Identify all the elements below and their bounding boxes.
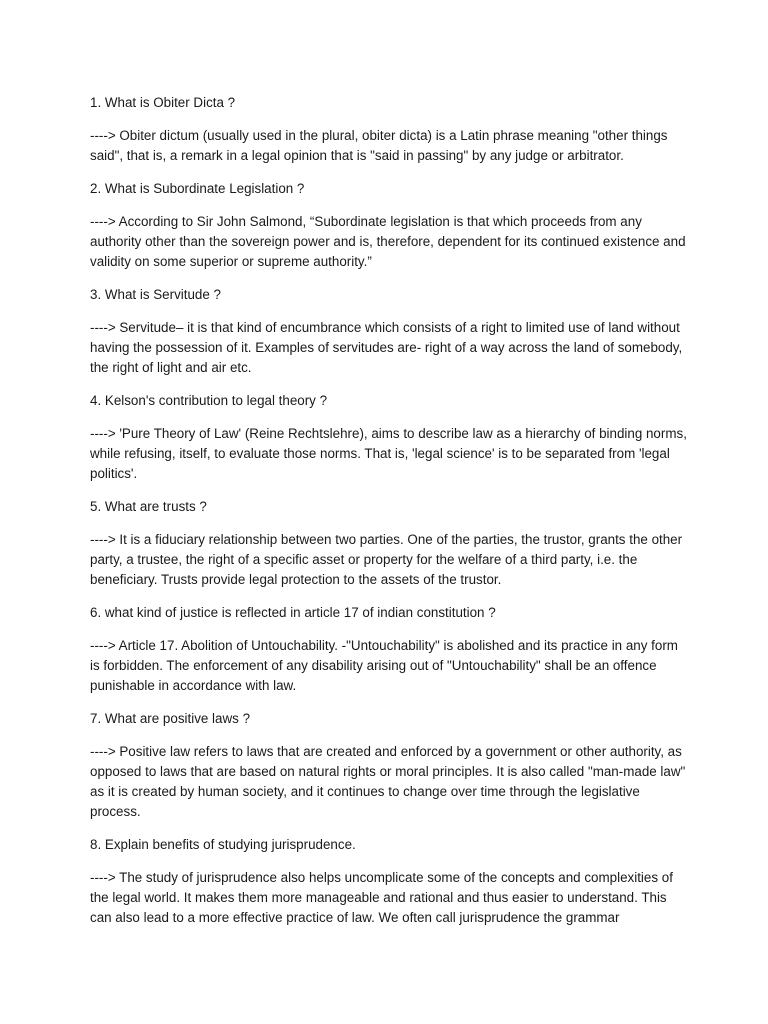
answer-3: ----> Servitude– it is that kind of encumbrance which consists of a right to limited use of land without having the possession of it. Examples of servitudes are- right of a way across the land of somebody, the right of light and air etc. bbox=[90, 320, 683, 375]
question-7: 7. What are positive laws ? bbox=[90, 711, 251, 726]
qa-item-7 bbox=[90, 709, 690, 822]
qa-item-3 bbox=[90, 285, 690, 378]
question-8: 8. Explain benefits of studying jurisprudence. bbox=[90, 837, 356, 852]
answer-5: ----> It is a fiduciary relationship between two parties. One of the parties, the trustor, grants the other party, a trustee, the right of a specific asset or property for the welfare of a third party, i.e. the beneficiary. Trusts provide legal protection to the assets of the trustor. bbox=[90, 532, 683, 587]
qa-item-4 bbox=[90, 391, 690, 484]
question-1: 1. What is Obiter Dicta ? bbox=[90, 95, 236, 110]
question-4: 4. Kelson's contribution to legal theory ? bbox=[90, 393, 328, 408]
qa-item-1 bbox=[90, 93, 690, 166]
answer-8: ----> The study of jurisprudence also helps uncomplicate some of the concepts and complexities of the legal world. It makes them more manageable and rational and thus easier to understand. This can also lead to a more effective practice of law. We often call jurisprudence the grammar bbox=[90, 870, 673, 925]
question-3: 3. What is Servitude ? bbox=[90, 287, 221, 302]
answer-1: ----> Obiter dictum (usually used in the plural, obiter dicta) is a Latin phrase meaning "other things said", that is, a remark in a legal opinion that is "said in passing" by any judge or arbitrator. bbox=[90, 128, 668, 163]
qa-item-6 bbox=[90, 603, 690, 696]
question-2: 2. What is Subordinate Legislation ? bbox=[90, 181, 305, 196]
question-5: 5. What are trusts ? bbox=[90, 499, 207, 514]
answer-7: ----> Positive law refers to laws that are created and enforced by a government or other authority, as opposed to laws that are based on natural rights or moral principles. It is also called "man-made law" as it is created by human society, and it continues to change over time through the legislative process. bbox=[90, 744, 686, 819]
answer-4: ----> 'Pure Theory of Law' (Reine Rechtslehre), aims to describe law as a hierarchy of binding norms, while refusing, itself, to evaluate those norms. That is, 'legal science' is to be separated from 'legal politics'. bbox=[90, 426, 687, 481]
qa-item-5 bbox=[90, 497, 690, 590]
question-6: 6. what kind of justice is reflected in article 17 of indian constitution ? bbox=[90, 605, 496, 620]
qa-item-8 bbox=[90, 835, 690, 928]
qa-item-2 bbox=[90, 179, 690, 272]
answer-2: ----> According to Sir John Salmond, “Subordinate legislation is that which proceeds from any authority other than the sovereign power and is, therefore, dependent for its continued existence and validity on some superior or supreme authority.” bbox=[90, 214, 686, 269]
document-body bbox=[90, 93, 690, 941]
answer-6: ----> Article 17. Abolition of Untouchability. -"Untouchability" is abolished and its practice in any form is forbidden. The enforcement of any disability arising out of "Untouchability" shall be an offence punishable in accordance with law. bbox=[90, 638, 678, 693]
